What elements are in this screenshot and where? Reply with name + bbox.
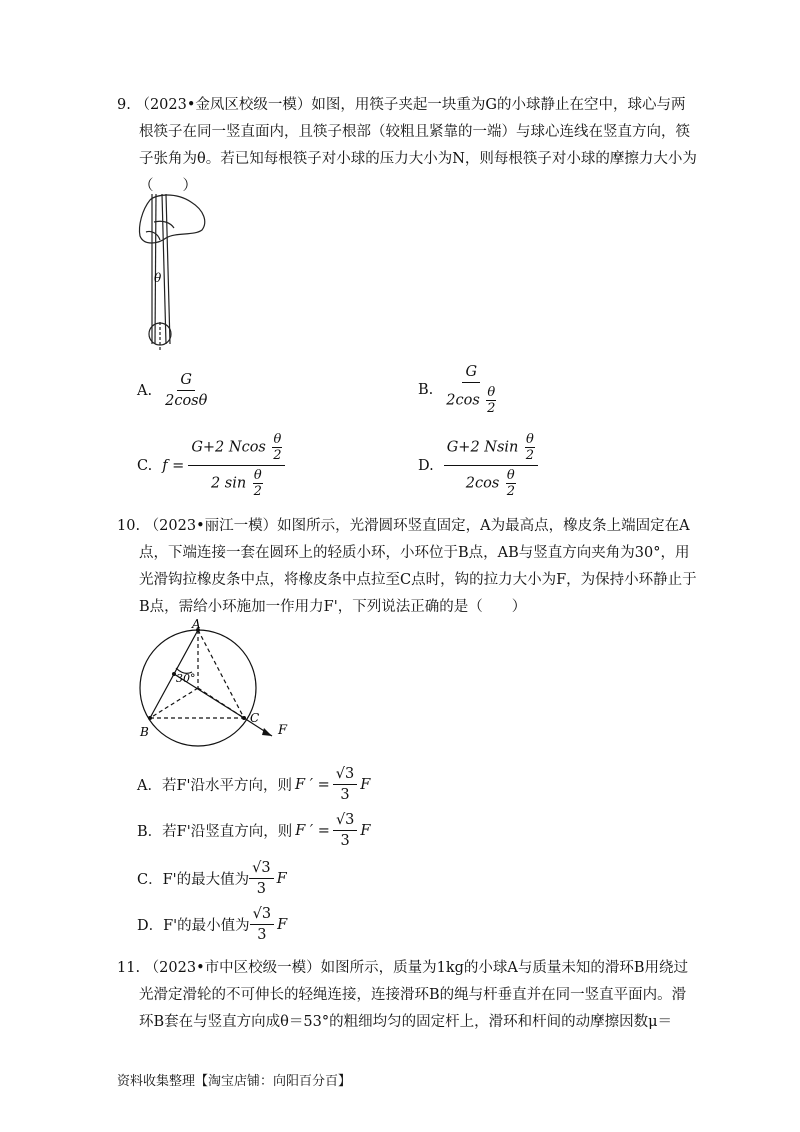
ring-figure (132, 618, 302, 748)
q10-option-c[interactable]: C．F'的最大值为 $\frac{√3}{3}$ F (137, 860, 287, 897)
point-a-label: A (192, 618, 201, 631)
question-11-text: 11. （2023•市中区校级一模）如图所示，质量为1kg的小球A与质量未知的滑环B用绕过光滑定滑轮的不可伸长的轻绳连接，连接滑环B的绳与杆垂直并在同一竖直平面内。滑环B套在与竖直方向成θ＝53°的粗细均匀的固定杆上，滑环和杆间的动摩擦因数μ＝ (117, 960, 689, 1030)
page-footer: 资料收集整理【淘宝店铺：向阳百分百】 (117, 1074, 352, 1089)
q10-option-a[interactable]: A．若F'沿水平方向，则 F ′ = $\frac{√3}{3}$ F (137, 766, 371, 803)
q9-option-a[interactable]: A. $\frac{G}{2\cos\theta}$ (137, 372, 208, 409)
question-10-text: 10. （2023•丽江一模）如图所示，光滑圆环竖直固定，A为最高点，橡皮条上端固定在A点，下端连接一套在圆环上的轻质小环，小环位于B点，AB与竖直方向夹角为30°，用光滑钩拉橡皮条中点，将橡皮条中点拉至C点时，钩的拉力大小为F，为保持小环静止于B点，需给小环施加一作用力F'，下列说法正确的是（ ） (117, 518, 697, 615)
point-b-label: B (140, 725, 149, 739)
q9-option-c[interactable]: C. f = G+2 Ncos $\frac{\theta}{2}$ 2 sin $\frac{\theta}{2}$ (137, 432, 285, 499)
question-9-text: 9. （2023•金凤区校级一模）如图，用筷子夹起一块重为G的小球静止在空中，球心与两根筷子在同一竖直面内，且筷子根部（较粗且紧靠的一端）与球心连线在竖直方向，筷子张角为θ。若已知每根筷子对小球的压力大小为N，则每根筷子对小球的摩擦力大小为（ ） (117, 97, 697, 194)
question-9 (117, 92, 699, 200)
angle-label: 30° (176, 672, 196, 685)
point-c-label: C (250, 711, 260, 725)
chopsticks-figure (136, 192, 216, 357)
question-11 (117, 955, 699, 1036)
q10-option-d[interactable]: D．F'的最小值为 $\frac{√3}{3}$ F (137, 906, 288, 943)
q9-option-d[interactable]: D. G+2 Nsin $\frac{\theta}{2}$ 2cos $\frac{\theta}{2}$ (418, 432, 538, 499)
question-10 (117, 513, 699, 621)
q9-option-b[interactable]: B. G 2cos $\frac{\theta}{2}$ (418, 364, 496, 416)
force-f-label: F (278, 723, 288, 738)
theta-label: θ (154, 271, 162, 285)
q10-option-b[interactable]: B．若F'沿竖直方向，则 F ′ = $\frac{√3}{3}$ F (137, 812, 371, 849)
